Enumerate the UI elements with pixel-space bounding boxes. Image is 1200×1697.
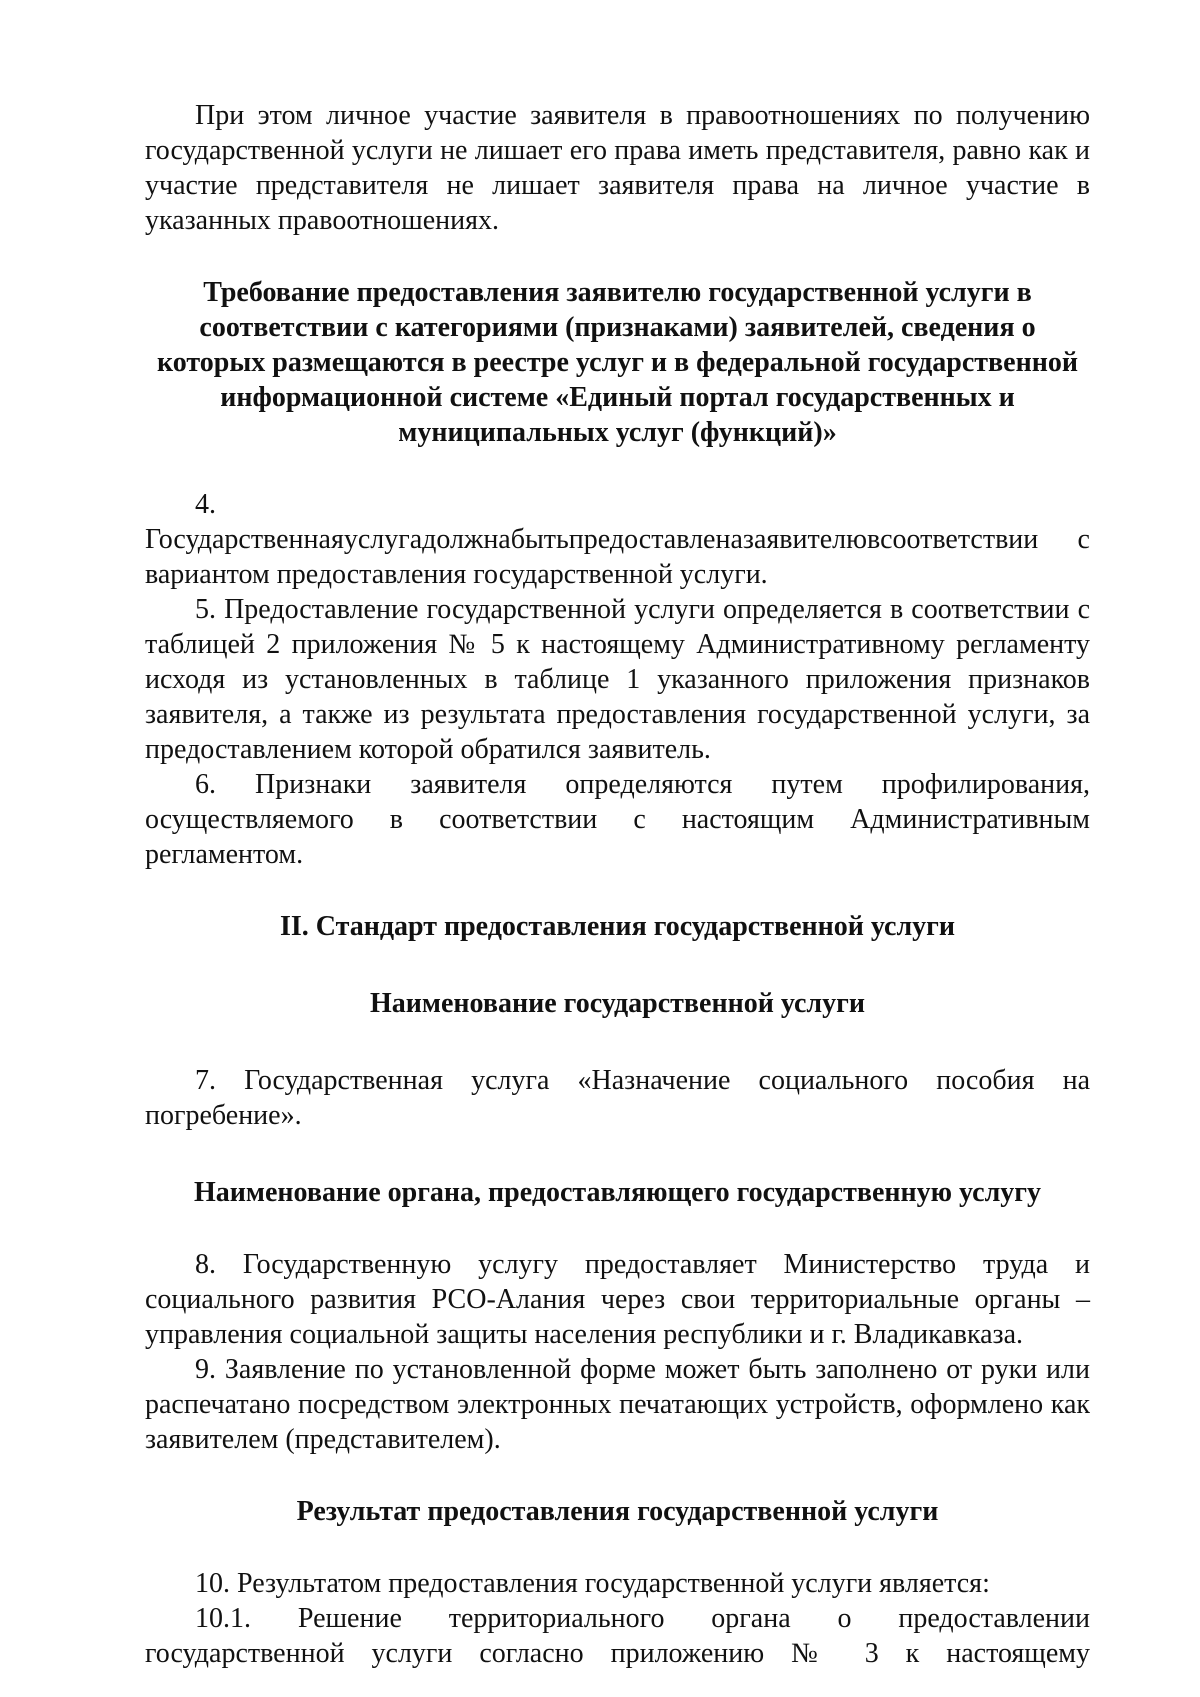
paragraph-7: 7. Государственная услуга «Назначение социального пособия на погребение». bbox=[145, 1065, 1090, 1131]
paragraph-5: 5. Предоставление государственной услуги определяется в соответствии с таблицей 2 приложения № 5 к настоящему Административному регламенту исходя из установленных в таблице 1 указанного приложения признаков заявителя, а также из результата предоставления государственной услуги, за предоставлением которой обратился заявитель. bbox=[145, 594, 1090, 765]
paragraph-10-1: 10.1. Решение территориального органа о предоставлении государственной услуги согласно приложению № 3 к настоящему bbox=[145, 1603, 1090, 1669]
heading-section-2: II. Стандарт предоставления государственной услуги bbox=[279, 911, 956, 942]
spacer bbox=[145, 1133, 1090, 1175]
paragraph-10: 10. Результатом предоставления государственной услуги является: bbox=[195, 1568, 990, 1599]
document-page bbox=[145, 98, 1090, 1671]
spacer bbox=[145, 1529, 1090, 1566]
heading-agency: Наименование органа, предоставляющего государственную услугу bbox=[193, 1177, 1042, 1208]
paragraph-4: 4. Государственнаяуслугадолжнабытьпредоставленазаявителювсоответствии с вариантом предоставления государственной услуги. bbox=[145, 489, 1090, 590]
paragraph-8: 8. Государственную услугу предоставляет Министерство труда и социального развития РСО-Алания через свои территориальные органы – управления социальной защиты населения республики и г. Владикавказа. bbox=[145, 1249, 1090, 1350]
spacer bbox=[145, 1021, 1090, 1063]
heading-requirement: Требование предоставления заявителю государственной услуги в соответствии с категориями (признаками) заявителей, сведения о которых размещаются в реестре услуг и в федеральной государственной информационной системе «Единый портал государственных и муниципальных услуг (функций)» bbox=[157, 277, 1078, 448]
spacer bbox=[145, 1210, 1090, 1247]
paragraph-6: 6. Признаки заявителя определяются путем профилирования, осуществляемого в соответствии с настоящим Административным регламентом. bbox=[145, 769, 1090, 870]
paragraph-9: 9. Заявление по установленной форме может быть заполнено от руки или распечатано посредством электронных печатающих устройств, оформлено как заявителем (представителем). bbox=[145, 1354, 1090, 1455]
spacer bbox=[145, 872, 1090, 909]
heading-service-name: Наименование государственной услуги bbox=[370, 988, 865, 1019]
spacer bbox=[145, 238, 1090, 275]
spacer bbox=[145, 450, 1090, 487]
paragraph-intro: При этом личное участие заявителя в правоотношениях по получению государственной услуги не лишает его права иметь представителя, равно как и участие представителя не лишает заявителя права на личное участие в указанных правоотношениях. bbox=[145, 100, 1090, 236]
heading-result: Результат предоставления государственной услуги bbox=[296, 1496, 939, 1527]
spacer bbox=[145, 944, 1090, 986]
spacer bbox=[145, 1457, 1090, 1494]
